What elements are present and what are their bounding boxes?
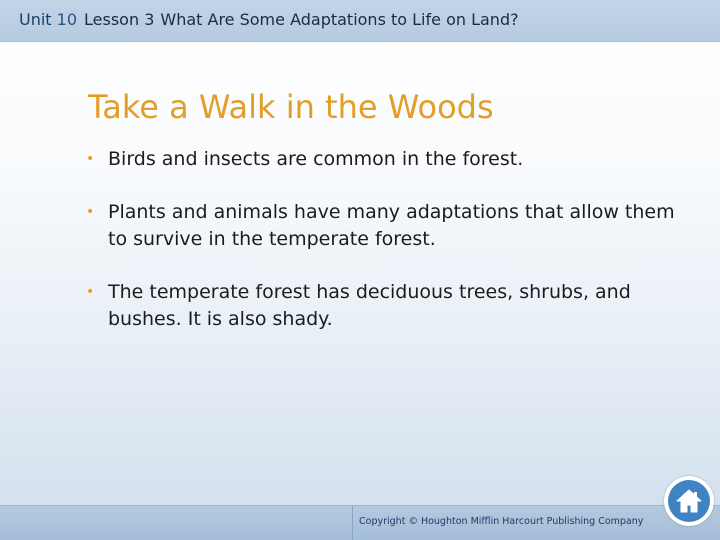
lesson-title: What Are Some Adaptations to Life on Land? <box>160 10 519 29</box>
bullet-text: The temperate forest has deciduous trees, shrubs, and bushes. It is also shady. <box>108 281 631 330</box>
lesson-heading <box>19 10 519 29</box>
unit-number: 10 <box>56 10 78 29</box>
bullet-list <box>86 146 686 359</box>
bullet-text: Plants and animals have many adaptations that allow them to survive in the temperate forest. <box>108 201 675 250</box>
slide-title: Take a Walk in the Woods <box>88 88 494 126</box>
bullet-item <box>86 146 686 173</box>
home-button[interactable] <box>664 476 714 526</box>
bullet-item <box>86 199 686 253</box>
bullet-text: Birds and insects are common in the forest. <box>108 148 524 170</box>
copyright-text: Copyright © Houghton Mifflin Harcourt Publishing Company <box>359 516 644 527</box>
unit-label: Unit <box>19 10 52 29</box>
footer-divider <box>352 506 353 540</box>
bullet-dot-icon: • <box>86 151 95 167</box>
bullet-item <box>86 279 686 333</box>
bullet-dot-icon: • <box>86 284 95 300</box>
lesson-label: Lesson 3 <box>84 10 155 29</box>
header-bar <box>0 0 720 42</box>
bullet-dot-icon: • <box>86 204 95 220</box>
home-button-inner <box>668 480 710 522</box>
home-icon <box>674 487 704 515</box>
